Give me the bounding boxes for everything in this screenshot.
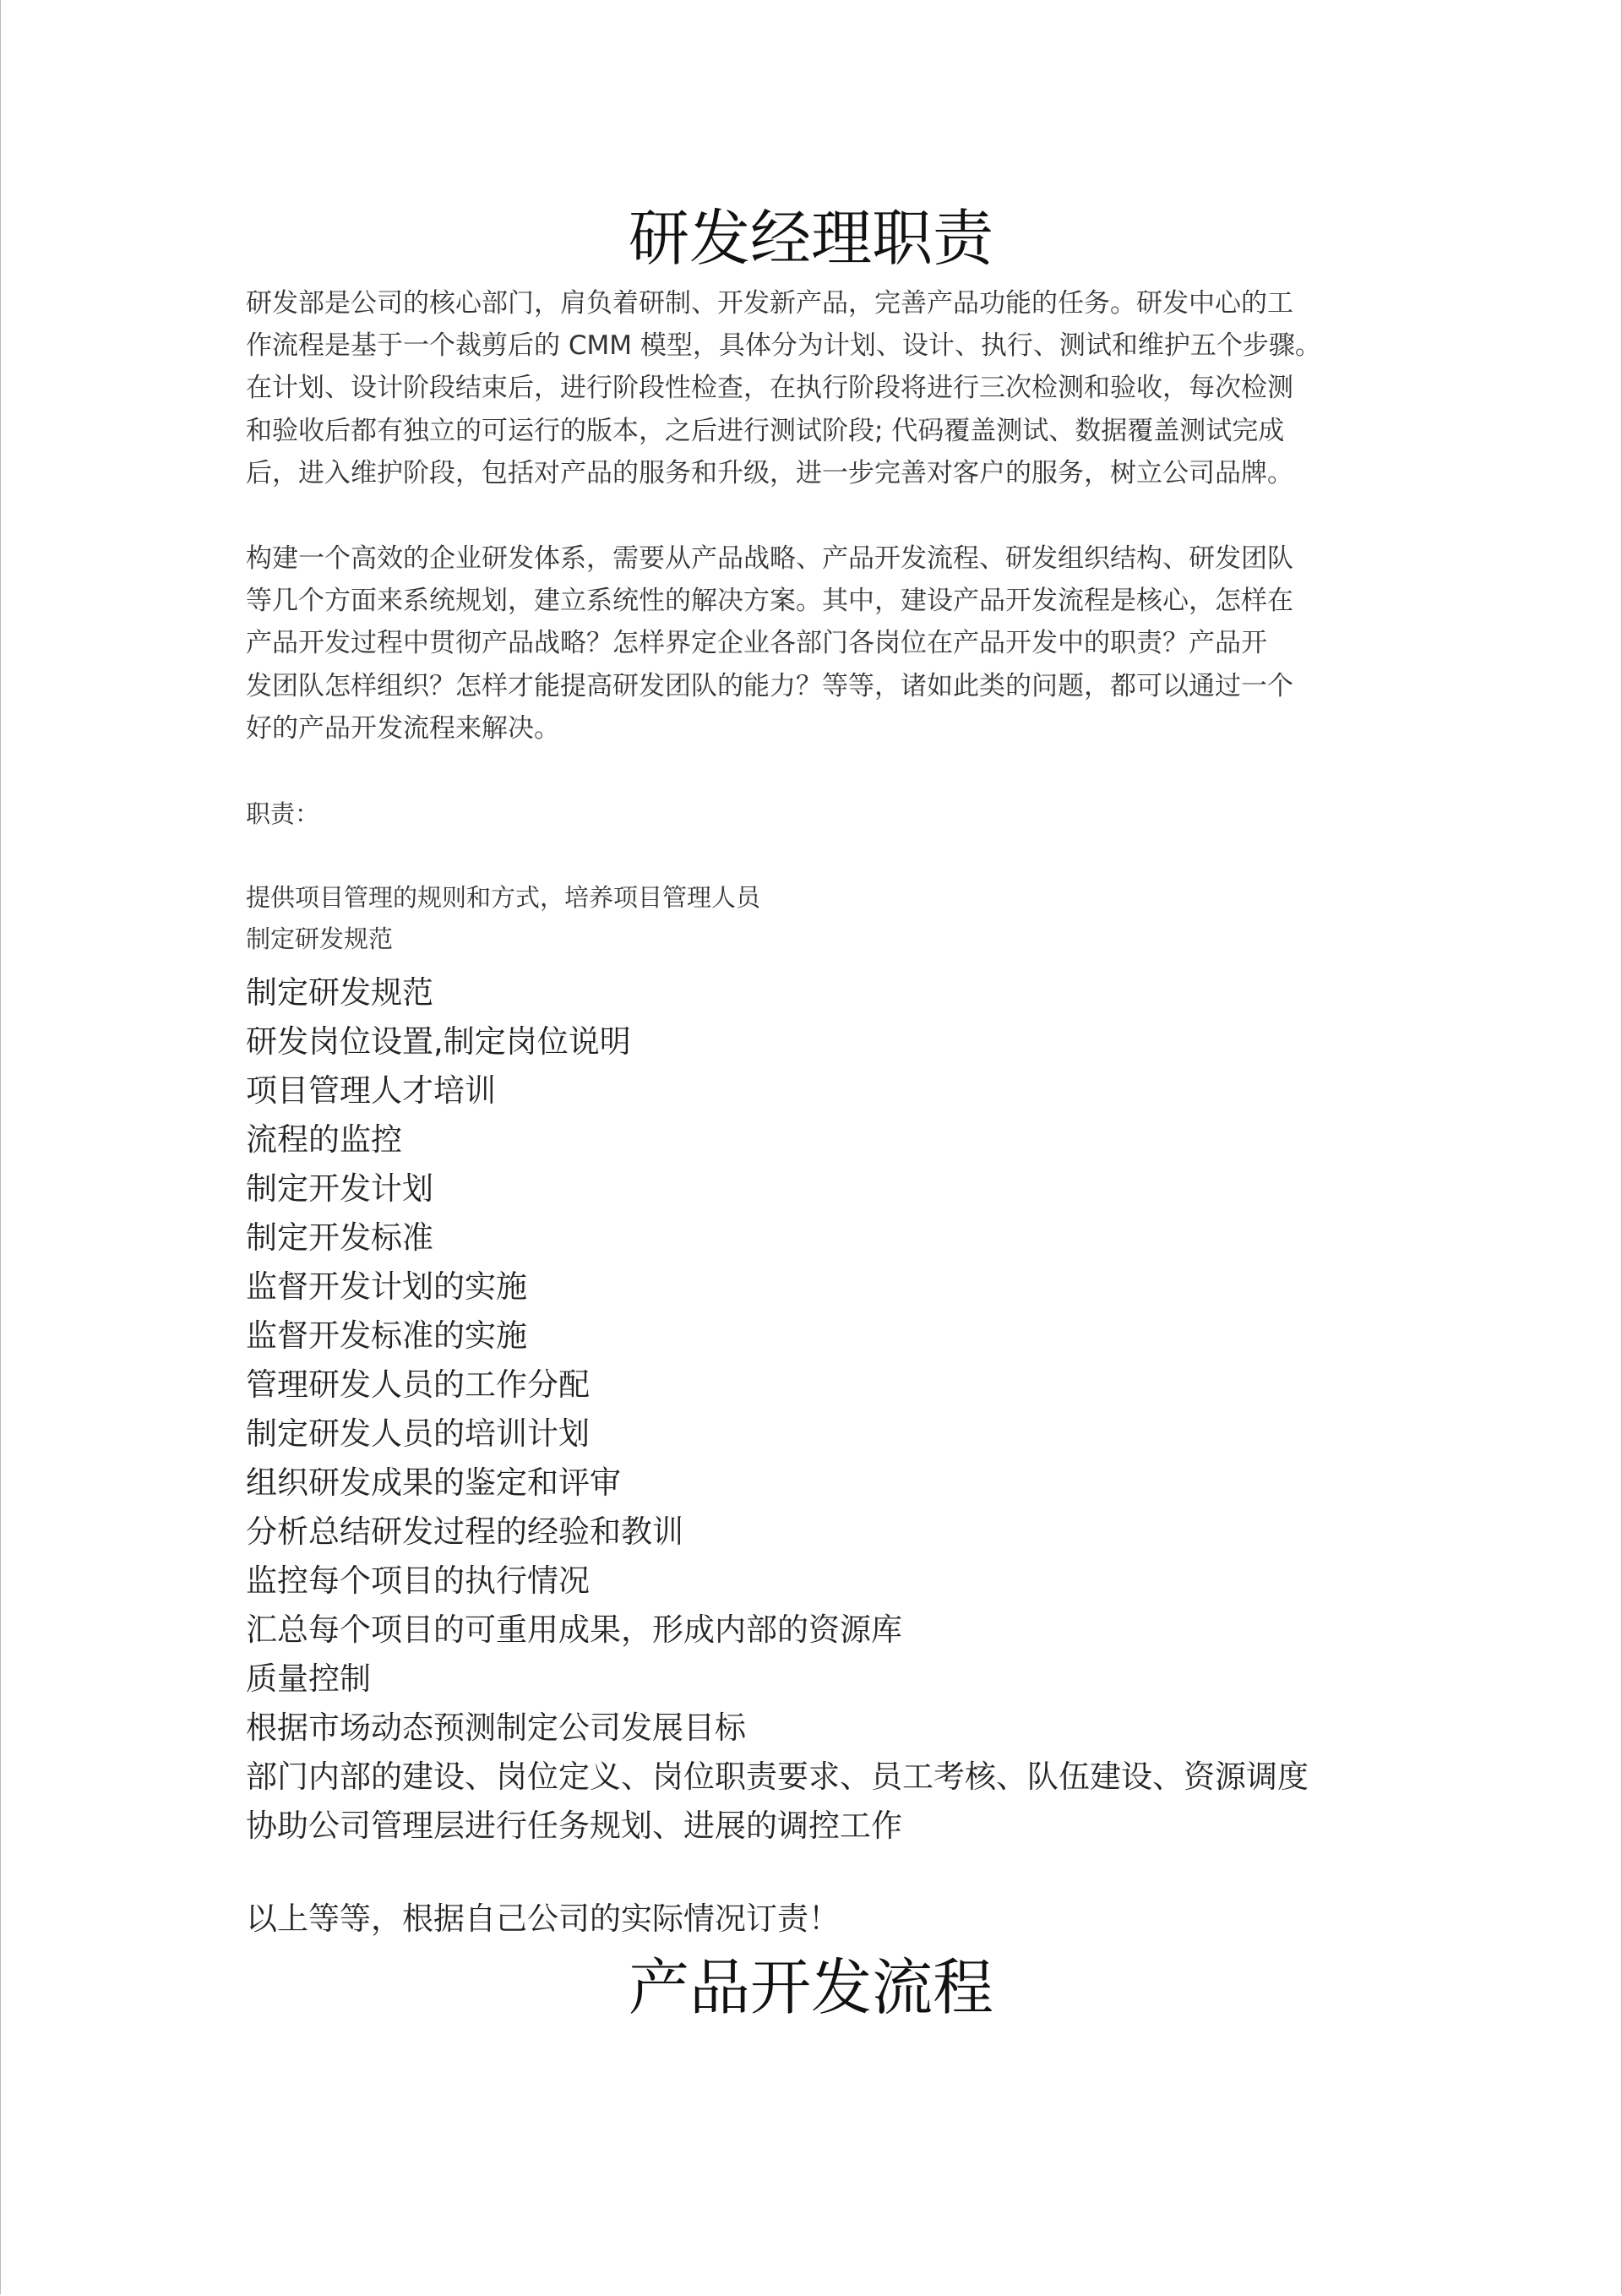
- system-line: 等几个方面来系统规划，建立系统性的解决方案。其中，建设产品开发流程是核心，怎样在: [246, 586, 1293, 617]
- closing-note: 以上等等，根据自己公司的实际情况订责！: [246, 1901, 840, 1937]
- duty-item: 汇总每个项目的可重用成果，形成内部的资源库: [246, 1612, 902, 1648]
- intro-line: 和验收后都有独立的可运行的版本，之后进行测试阶段; 代码覆盖测试、数据覆盖测试完成: [246, 415, 1285, 446]
- system-line: 构建一个高效的企业研发体系，需要从产品战略、产品开发流程、研发组织结构、研发团队: [246, 543, 1293, 574]
- system-paragraph: [246, 537, 1382, 750]
- duty-item: 组织研发成果的鉴定和评审: [246, 1464, 621, 1501]
- intro-line: 后，进入维护阶段，包括对产品的服务和升级，进一步完善对客户的服务，树立公司品牌。: [246, 457, 1293, 488]
- duty-item: 研发岗位设置,制定岗位说明: [246, 1023, 631, 1060]
- section-title: 产品开发流程: [628, 1952, 993, 2023]
- intro-line: 在计划、设计阶段结束后，进行阶段性检查，在执行阶段将进行三次检测和验收，每次检测: [246, 373, 1293, 404]
- duty-item: 制定研发人员的培训计划: [246, 1415, 590, 1452]
- duty-item: 管理研发人员的工作分配: [246, 1366, 590, 1403]
- page-title: 研发经理职责: [628, 203, 993, 274]
- system-line: 产品开发过程中贯彻产品战略？怎样界定企业各部门各岗位在产品开发中的职责？产品开: [246, 628, 1267, 659]
- small-item: 制定研发规范: [246, 924, 394, 953]
- duty-item: 监控每个项目的执行情况: [246, 1562, 590, 1599]
- small-item: 提供项目管理的规则和方式，培养项目管理人员: [246, 883, 761, 912]
- duty-item: 监督开发计划的实施: [246, 1268, 527, 1305]
- duties-label: 职责：: [246, 799, 320, 828]
- duty-item: 制定开发标准: [246, 1219, 433, 1256]
- intro-paragraph: [246, 282, 1382, 494]
- duty-item: 流程的监控: [246, 1121, 402, 1158]
- duty-item: 项目管理人才培训: [246, 1072, 496, 1109]
- intro-line: 作流程是基于一个裁剪后的 CMM 模型，具体分为计划、设计、执行、测试和维护五个步骤。: [246, 330, 1321, 362]
- duty-item: 根据市场动态预测制定公司发展目标: [246, 1710, 746, 1746]
- duty-item: 制定研发规范: [246, 974, 433, 1011]
- duty-item: 部门内部的建设、岗位定义、岗位职责要求、员工考核、队伍建设、资源调度: [246, 1759, 1309, 1795]
- duty-item: 分析总结研发过程的经验和教训: [246, 1513, 683, 1550]
- duty-item: 质量控制: [246, 1661, 371, 1697]
- duty-item: 制定开发计划: [246, 1170, 433, 1207]
- duty-item: 监督开发标准的实施: [246, 1317, 527, 1354]
- intro-line: 研发部是公司的核心部门，肩负着研制、开发新产品，完善产品功能的任务。研发中心的工: [246, 288, 1293, 319]
- duty-item: 协助公司管理层进行任务规划、进展的调控工作: [246, 1808, 902, 1844]
- system-line: 发团队怎样组织？怎样才能提高研发团队的能力？等等，诸如此类的问题，都可以通过一个: [246, 670, 1293, 701]
- duties-list: [246, 968, 1309, 1851]
- system-line: 好的产品开发流程来解决。: [246, 712, 560, 744]
